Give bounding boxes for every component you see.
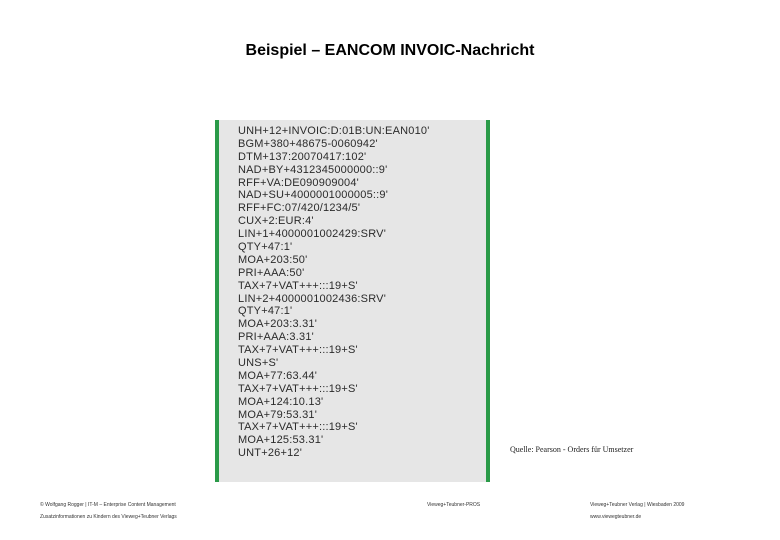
edi-segment: MOA+203:50' bbox=[238, 253, 308, 266]
edi-segment: MOA+79:53.31' bbox=[238, 408, 317, 421]
edi-segment: RFF+VA:DE090909004' bbox=[238, 176, 359, 189]
edi-segment: BGM+380+48675-0060942' bbox=[238, 137, 378, 150]
edi-segment: NAD+SU+4000001000005::9' bbox=[238, 189, 389, 202]
edi-segment: MOA+203:3.31' bbox=[238, 318, 317, 331]
footer-note: Zusatzinformationen zu Kindern des Vieweg+Teubner Verlags bbox=[40, 514, 177, 520]
edi-segment: LIN+2+4000001002436:SRV' bbox=[238, 292, 386, 305]
edi-segment: TAX+7+VAT+++:::19+S' bbox=[238, 344, 358, 357]
edi-message-panel bbox=[215, 120, 490, 482]
edi-segment: UNS+S' bbox=[238, 357, 279, 370]
edi-segment-list bbox=[238, 125, 430, 460]
footer-copyright: © Wolfgang Rogger | IT-M – Enterprise Content Management bbox=[40, 502, 176, 508]
edi-segment: PRI+AAA:50' bbox=[238, 266, 305, 279]
footer-website: www.viewegteubner.de bbox=[590, 514, 642, 520]
footer-center bbox=[427, 499, 480, 511]
footer-publisher-tag: Vieweg+Teubner-PROS bbox=[427, 502, 481, 508]
edi-segment: PRI+AAA:3.31' bbox=[238, 331, 314, 344]
footer-publisher: Vieweg+Teubner Verlag | Wiesbaden 2009 bbox=[590, 502, 685, 508]
edi-segment: TAX+7+VAT+++:::19+S' bbox=[238, 382, 358, 395]
edi-segment: UNH+12+INVOIC:D:01B:UN:EAN010' bbox=[238, 125, 430, 137]
edi-segment: QTY+47:1' bbox=[238, 241, 293, 254]
edi-segment: NAD+BY+4312345000000::9' bbox=[238, 163, 388, 176]
edi-segment: TAX+7+VAT+++:::19+S' bbox=[238, 279, 358, 292]
footer-right bbox=[590, 499, 684, 523]
edi-segment: DTM+137:20070417:102' bbox=[238, 150, 367, 163]
edi-segment: LIN+1+4000001002429:SRV' bbox=[238, 228, 386, 241]
edi-segment: TAX+7+VAT+++:::19+S' bbox=[238, 421, 358, 434]
edi-segment: RFF+FC:07/420/1234/5' bbox=[238, 202, 361, 215]
source-caption: Quelle: Pearson - Orders für Umsetzer bbox=[510, 445, 634, 454]
edi-segment: UNT+26+12' bbox=[238, 447, 303, 460]
edi-segment: QTY+47:1' bbox=[238, 305, 293, 318]
edi-segment: MOA+77:63.44' bbox=[238, 369, 317, 382]
edi-segment: CUX+2:EUR:4' bbox=[238, 215, 314, 228]
slide-title: Beispiel – EANCOM INVOIC-Nachricht bbox=[245, 42, 535, 59]
footer-left bbox=[40, 499, 177, 523]
edi-segment: MOA+124:10.13' bbox=[238, 395, 324, 408]
edi-segment: MOA+125:53.31' bbox=[238, 434, 324, 447]
